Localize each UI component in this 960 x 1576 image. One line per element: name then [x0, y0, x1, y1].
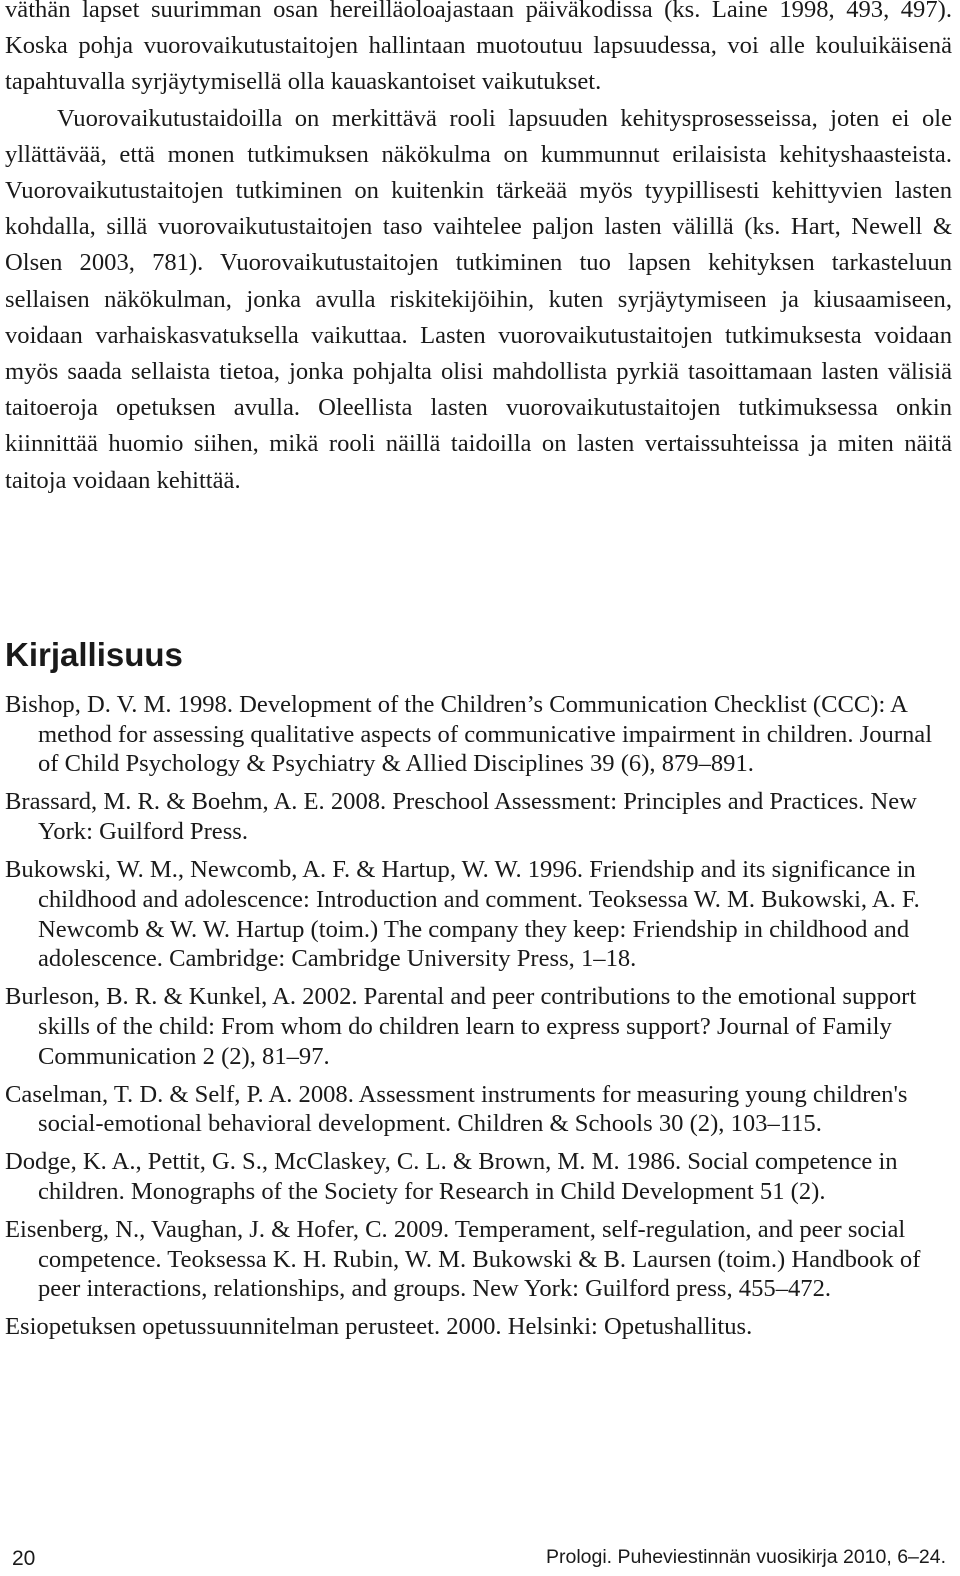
reference-item: Dodge, K. A., Pettit, G. S., McClaskey, C. L. & Brown, M. M. 1986. Social competence in children. Monographs of the Society for Research in Child Development 51 (2). — [5, 1148, 898, 1206]
paragraph-interaction-skills: Vuorovaikutustaidoilla on merkittävä rooli lapsuuden kehitysprosesseissa, joten ei ole yllättävää, että monen tutkimuksen näkökulma on kummunnut erilaisista kehityshaasteista. Vuorovaikutustaitojen tutkiminen on kuitenkin tärkeää myös tyypillisesti kehittyvien lasten kohdalla, sillä vuorovaikutustaitojen taso vaihtelee paljon lasten välillä (ks. Hart, Newell & Olsen 2003, 781). Vuorovaikutustaitojen tutkiminen tuo lapsen kehityksen tarkasteluun sellaisen näkökulman, jonka avulla riskitekijöihin, kuten syrjäytymiseen ja kiusaamiseen, voidaan varhaiskasvatuksella vaikuttaa. Lasten vuorovaikutustaitojen tutkimuksesta voidaan myös saada sellaista tietoa, jonka pohjalta olisi mahdollista pyrkiä tasoittamaan lasten välisiä taitoeroja opetuksen avulla. Oleellista lasten vuorovaikutustaitojen tutkimuksessa onkin kiinnittää huomio siihen, mikä rooli näillä taidoilla on lasten vertaissuhteissa ja miten näitä taitoja voidaan kehittää. — [5, 104, 952, 494]
reference-item: Brassard, M. R. & Boehm, A. E. 2008. Preschool Assessment: Principles and Practices. New York: Guilford Press. — [5, 788, 917, 846]
reference-item: Esiopetuksen opetussuunnitelman perusteet. 2000. Helsinki: Opetushallitus. — [5, 1313, 753, 1341]
reference-item: Caselman, T. D. & Self, P. A. 2008. Assessment instruments for measuring young children's social-emotional behavioral development. Children & Schools 30 (2), 103–115. — [5, 1080, 908, 1138]
paragraph-continuation: väthän lapset suurimman osan hereilläoloajastaan päiväkodissa (ks. Laine 1998, 493, 497). Koska pohja vuorovaikutustaitojen hallintaan muotoutuu lapsuudessa, voi alle kouluikäisenä tapahtuvalla syrjäytymisellä olla kauaskantoiset vaikutukset. — [5, 0, 952, 96]
page-footer — [0, 1540, 960, 1574]
references-heading: Kirjallisuus — [5, 636, 183, 673]
reference-list — [5, 690, 950, 1350]
body-text — [5, 0, 952, 499]
reference-item: Burleson, B. R. & Kunkel, A. 2002. Parental and peer contributions to the emotional support skills of the child: From whom do children learn to express support? Journal of Family Communication 2 (2), 81–97. — [5, 983, 917, 1070]
running-footer: Prologi. Puheviestinnän vuosikirja 2010, 6–24. — [545, 1546, 946, 1568]
reference-item: Bishop, D. V. M. 1998. Development of the Children’s Communication Checklist (CCC): A method for assessing qualitative aspects of communicative impairment in children. Journal of Child Psychology & Psychiatry & Allied Disciplines 39 (6), 879–891. — [5, 691, 933, 778]
reference-item: Eisenberg, N., Vaughan, J. & Hofer, C. 2009. Temperament, self-regulation, and peer social competence. Teoksessa K. H. Rubin, W. M. Bukowski & B. Laursen (toim.) Handbook of peer interactions, relationships, and groups. New York: Guilford press, 455–472. — [5, 1216, 921, 1303]
reference-item: Bukowski, W. M., Newcomb, A. F. & Hartup, W. W. 1996. Friendship and its significance in childhood and adolescence: Introduction and comment. Teoksessa W. M. Bukowski, A. F. Newcomb & W. W. Hartup (toim.) The company they keep: Friendship in childhood and adolescence. Cambridge: Cambridge University Press, 1–18. — [5, 856, 920, 973]
page-number: 20 — [12, 1547, 36, 1570]
